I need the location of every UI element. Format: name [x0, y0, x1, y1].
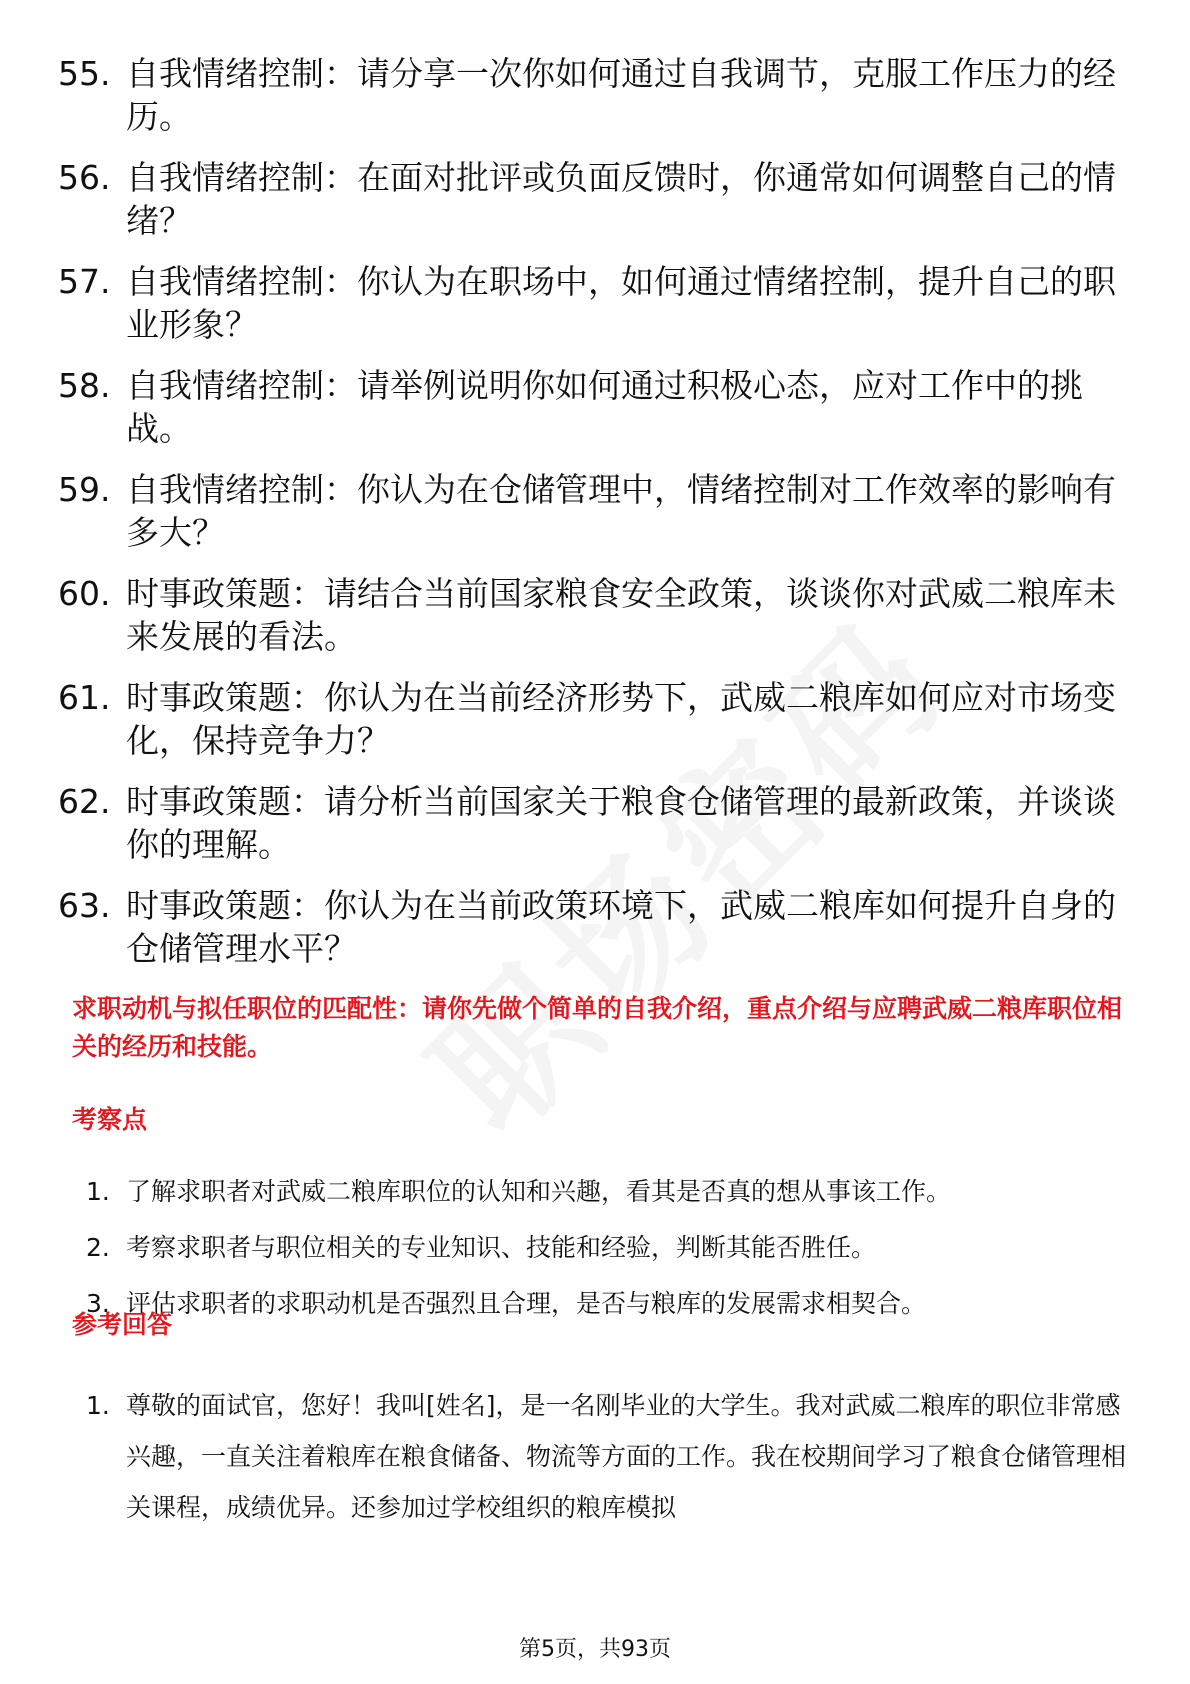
question-item — [58, 364, 1118, 450]
question-text: 自我情绪控制：请分享一次你如何通过自我调节，克服工作压力的经历。 — [126, 54, 1116, 136]
question-number: 55. — [58, 54, 111, 93]
question-text: 时事政策题：请结合当前国家粮食安全政策，谈谈你对武威二粮库未来发展的看法。 — [126, 574, 1116, 656]
question-number: 58. — [58, 366, 111, 405]
focus-point-number: 2. — [86, 1233, 110, 1262]
question-list — [58, 52, 1118, 988]
focus-point-number: 3. — [86, 1289, 110, 1318]
question-text: 时事政策题：你认为在当前经济形势下，武威二粮库如何应对市场变化，保持竞争力？ — [126, 678, 1116, 760]
focus-point-item — [86, 1175, 1126, 1209]
reference-answer-label: 参考回答 — [72, 1310, 173, 1339]
focus-points-label: 考察点 — [72, 1105, 148, 1134]
question-number: 56. — [58, 158, 111, 197]
question-item — [58, 260, 1118, 346]
question-item — [58, 572, 1118, 658]
focus-point-item — [86, 1287, 1126, 1321]
question-number: 62. — [58, 782, 111, 821]
focus-point-text: 考察求职者与职位相关的专业知识、技能和经验，判断其能否胜任。 — [126, 1233, 877, 1262]
question-item — [58, 156, 1118, 242]
question-item — [58, 52, 1118, 138]
question-number: 63. — [58, 886, 111, 925]
question-number: 59. — [58, 470, 111, 509]
featured-question-heading: 求职动机与拟任职位的匹配性：请你先做个简单的自我介绍，重点介绍与应聘武威二粮库职位相关的经历和技能。 — [72, 994, 1123, 1061]
page-footer: 第5页，共93页 — [519, 1637, 671, 1662]
question-text: 时事政策题：请分析当前国家关于粮食仓储管理的最新政策，并谈谈你的理解。 — [126, 782, 1116, 864]
reference-answer — [86, 1380, 1126, 1533]
question-text: 自我情绪控制：你认为在职场中，如何通过情绪控制，提升自己的职业形象？ — [126, 262, 1116, 344]
focus-point-text: 评估求职者的求职动机是否强烈且合理，是否与粮库的发展需求相契合。 — [126, 1289, 927, 1318]
question-text: 自我情绪控制：你认为在仓储管理中，情绪控制对工作效率的影响有多大？ — [126, 470, 1116, 552]
question-item — [58, 676, 1118, 762]
question-item — [58, 468, 1118, 554]
answer-number: 1. — [86, 1391, 110, 1420]
question-number: 61. — [58, 678, 111, 717]
answer-text: 尊敬的面试官，您好！我叫[姓名]，是一名刚毕业的大学生。我对武威二粮库的职位非常感兴趣，一直关注着粮库在粮食储备、物流等方面的工作。我在校期间学习了粮食仓储管理相关课程，成绩优异。还参加过学校组织的粮库模拟 — [126, 1391, 1127, 1522]
question-item — [58, 884, 1118, 970]
focus-point-number: 1. — [86, 1177, 110, 1206]
question-text: 自我情绪控制：请举例说明你如何通过积极心态，应对工作中的挑战。 — [126, 366, 1083, 448]
focus-point-item — [86, 1231, 1126, 1265]
question-number: 60. — [58, 574, 111, 613]
question-text: 时事政策题：你认为在当前政策环境下，武威二粮库如何提升自身的仓储管理水平？ — [126, 886, 1116, 968]
focus-point-text: 了解求职者对武威二粮库职位的认知和兴趣，看其是否真的想从事该工作。 — [126, 1177, 952, 1206]
question-text: 自我情绪控制：在面对批评或负面反馈时，你通常如何调整自己的情绪？ — [126, 158, 1116, 240]
question-number: 57. — [58, 262, 111, 301]
question-item — [58, 780, 1118, 866]
focus-points-list — [86, 1175, 1126, 1343]
